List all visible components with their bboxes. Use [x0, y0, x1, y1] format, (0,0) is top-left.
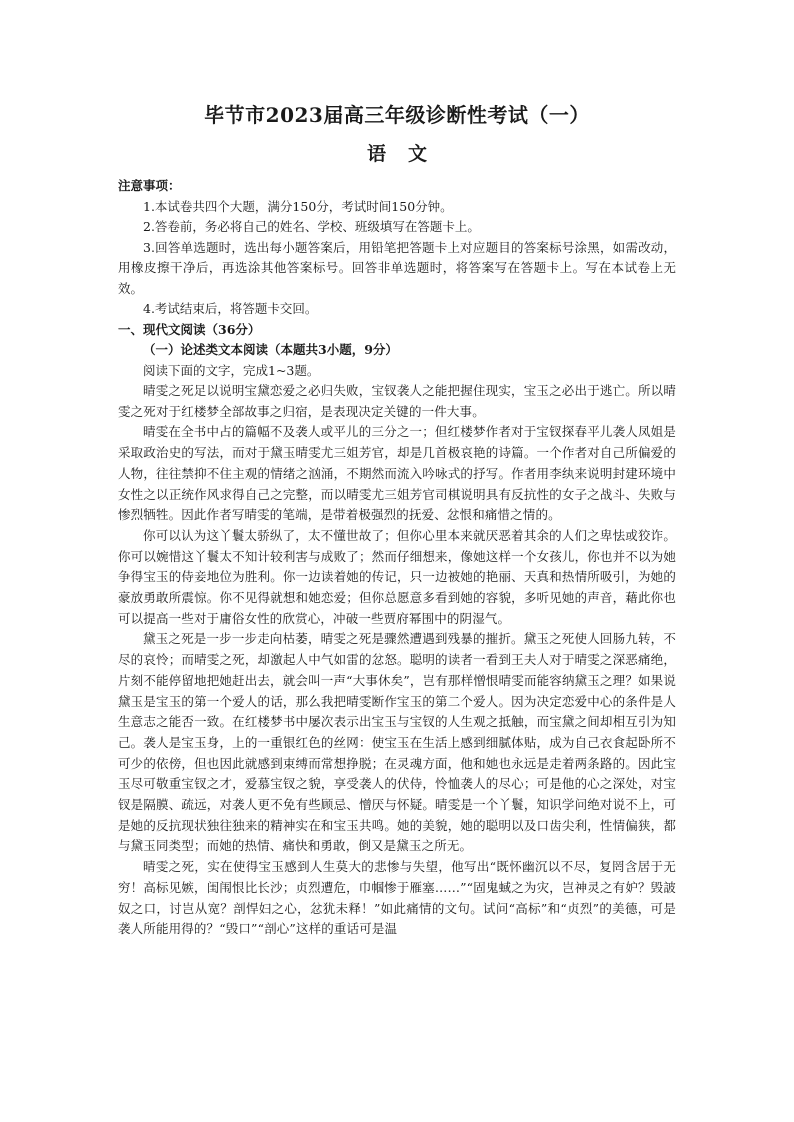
passage-paragraph-1: 晴雯之死足以说明宝黛恋爱之必归失败，宝钗袭人之能把握住现实，宝玉之必出于逃亡。所以晴雯之死对于红楼梦全部故事之归宿，是表现决定关键的一件大事。	[118, 383, 676, 419]
subsection-heading: （一）论述类文本阅读（本题共3小题，9分）	[143, 342, 398, 357]
subject-title: 语文	[366, 143, 449, 165]
section-modern-reading	[118, 320, 676, 940]
notice-item-2: 2.答卷前，务必将自己的姓名、学校、班级填写在答题卡上。	[143, 219, 480, 234]
notice-item-1: 1.本试卷共四个大题，满分150分，考试时间150分钟。	[143, 198, 453, 214]
passage-paragraph-3: 你可以认为这丫鬟太骄纵了，太不懂世故了；但你心里本来就厌恶着其余的人们之卑怯或狡诈。你可以婉惜这丫鬟太不知计较利害与成败了；然而仔细想来，像她这样一个女孩儿，你也并不以为她争得宝玉的侍妾地位为胜利。你一边读着她的传记，只一边被她的艳丽、天真和热情所吸引，为她的豪放勇敢所震惊。你不见得就想和她恋爱；但你总愿意多看到她的容貌，多听见她的声音，藉此你也可以提高一些对于庸俗女性的欣赏心，冲破一些贾府幂围中的阴湿气。	[118, 527, 676, 626]
notice-heading: 注意事项：	[118, 178, 181, 193]
passage-paragraph-5: 晴雯之死，实在使得宝玉感到人生莫大的悲惨与失望，他写出“既怀幽沉以不尽，复罔含居于无穷！高标见嫉，闺闱恨比长沙；贞烈遭危，巾帼惨于雁塞……”“固鬼蜮之为灾，岂神灵之有妒？毁詖奴之口，讨岂从宽？剖悍妇之心，忿犹未释！”如此痛情的文句。试问“高标”和“贞烈”的美德，可是袭人所能用得的？“毁口”“剖心”这样的重话可是温	[118, 859, 676, 937]
passage-paragraph-4: 黛玉之死是一步一步走向枯萎，晴雯之死是骤然遭遇到残暴的摧折。黛玉之死使人回肠九转，不尽的哀怜；而晴雯之死，却激起人中气如雷的忿怒。聪明的读者一看到王夫人对于晴雯之深恶痛绝，片刻不能停留地把她赶出去，就会叫一声“大事休矣”，岂有那样憎恨晴雯而能容纳黛玉之理？如果说黛玉是宝玉的第一个爱人的话，那么我把晴雯断作宝玉的第二个爱人。因为决定恋爱中心的条件是人生意志之能否一致。在红楼梦书中屡次表示出宝玉与宝钗的人生观之抵触，而宝黛之间却相互引为知己。袭人是宝玉身，上的一重银红色的丝网：使宝玉在生活上感到细腻体贴，成为自己衣食起卧所不可少的依傍，但也因此就感到束缚而常想挣脱；在灵魂方面，他和她也永远是走着两条路的。因此宝玉尽可敬重宝钗之才，爱慕宝钗之貌，享受袭人的伏侍，怜恤袭人的尽心；可是他的心之深处，对宝钗是隔膜、疏远，对袭人更不免有些顾忌、憎厌与怀疑。晴雯是一个丫鬟，知识学问绝对说不上，可是她的反抗现状独往独来的精神实在和宝玉共鸣。她的美貌，她的聪明以及口齿尖利，性情偏狭，都与黛玉同类型；而她的热情、痛快和勇敢，倒又是黛玉之所无。	[118, 631, 676, 854]
section-heading: 一、现代文阅读（36分）	[118, 321, 261, 337]
notice-block	[118, 176, 676, 320]
notice-item-4: 4.考试结束后，将答题卡交回。	[143, 301, 318, 316]
notice-item-3: 3.回答单选题时，选出每小题答案后，用铅笔把答题卡上对应题目的答案标号涂黑，如需改动，用橡皮擦干净后，再选涂其他答案标号。回答非单选题时，将答案写在答题卡上。写在本试卷上无效。	[118, 239, 676, 296]
exam-title: 毕节市2023届高三年级诊断性考试（一）	[204, 103, 590, 127]
reading-instruction: 阅读下面的文字，完成1~3题。	[143, 362, 320, 378]
passage-paragraph-2: 晴雯在全书中占的篇幅不及袭人或平儿的三分之一；但红楼梦作者对于宝钗探春平儿袭人凤姐是采取政治史的写法，而对于黛玉晴雯尤三姐芳官，却是几首极哀艳的诗篇。一个作者对自己所偏爱的人物，往往禁抑不住主观的情绪之汹涌，不期然而流入吟咏式的抒写。作者用李纨来说明封建环境中女性之以正统作风求得自己之完整，而以晴雯尤三姐芳官司棋说明具有反抗性的女子之战斗、失败与惨烈牺牲。因此作者写晴雯的笔端，是带着极强烈的抚爱、忿恨和痛惜之情的。	[118, 424, 676, 523]
